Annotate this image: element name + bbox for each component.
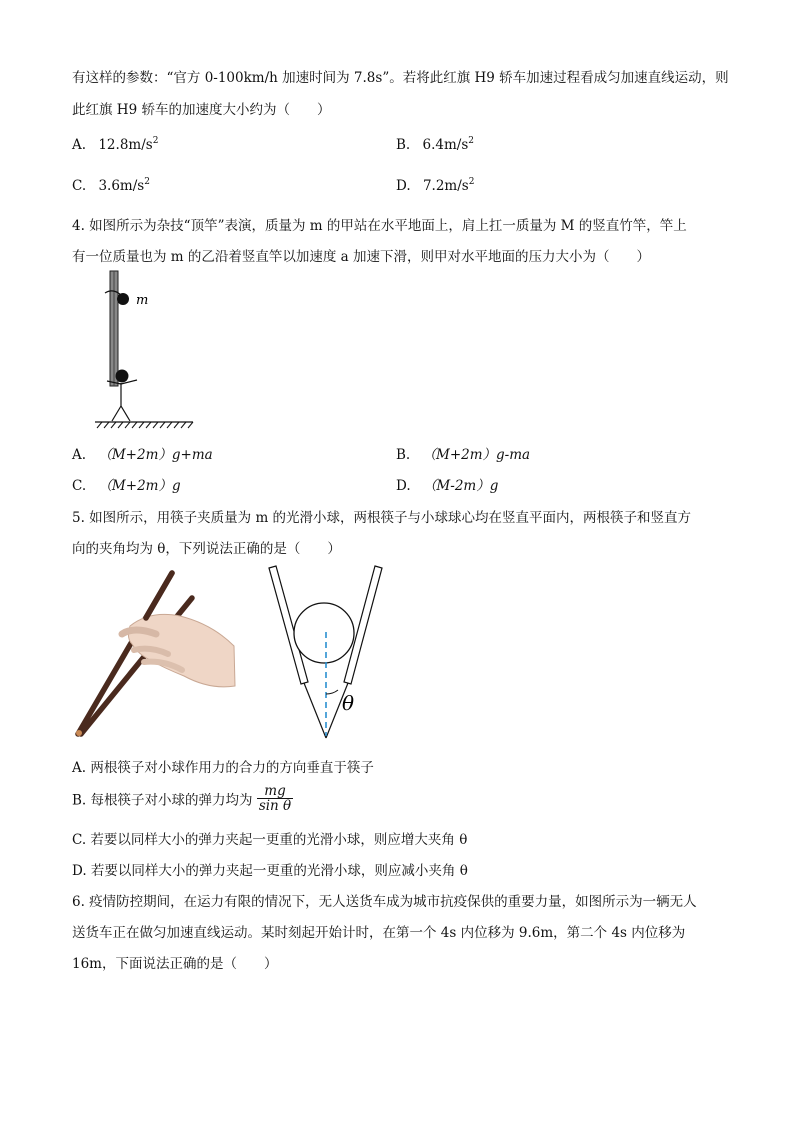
option-exponent: 2 xyxy=(144,177,150,187)
q6-stem-line3: 16m，下面说法正确的是（ ） xyxy=(72,956,278,972)
option-value: 6.4m/s xyxy=(422,137,469,153)
option-exponent: 2 xyxy=(468,136,474,146)
option-label: A. xyxy=(72,447,87,463)
option-value: 12.8m/s xyxy=(98,137,153,153)
label-theta: θ xyxy=(342,691,355,715)
q4-stem-line1: 4. 如图所示为杂技“顶竿”表演，质量为 m 的甲站在水平地面上，肩上扛一质量为 M 的竖直竹竿，竿上 xyxy=(72,218,687,234)
pole-acrobat-figure xyxy=(95,266,205,436)
label-m: m xyxy=(136,293,149,308)
option-value: （M+2m）g xyxy=(98,478,181,494)
option-value: 7.2m/s xyxy=(422,178,469,194)
fraction-mg-over-sin-theta xyxy=(257,784,293,813)
q3-stem-line2: 此红旗 H9 轿车的加速度大小约为（ ） xyxy=(72,102,331,118)
option-label: B. xyxy=(396,137,411,153)
q4-option-b[interactable] xyxy=(396,443,530,463)
q6-stem-line2: 送货车正在做匀加速直线运动。某时刻起开始计时，在第一个 4s 内位移为 9.6m，第二个 4s 内位移为 xyxy=(72,925,686,941)
option-value: （M+2m）g+ma xyxy=(98,447,213,463)
option-text: B. 每根筷子对小球的弹力均为 xyxy=(72,792,253,809)
angle-arc xyxy=(326,690,338,694)
option-label: C. xyxy=(72,478,87,494)
q5-stem-line2: 向的夹角均为 θ，下列说法正确的是（ ） xyxy=(72,541,341,557)
q3-option-c[interactable] xyxy=(72,177,150,194)
option-exponent: 2 xyxy=(152,136,159,146)
q3-option-a[interactable] xyxy=(72,136,158,153)
top-performer-ball xyxy=(117,293,129,305)
q4-option-a[interactable] xyxy=(72,443,213,463)
q6-stem-line1: 6. 疫情防控期间，在运力有限的情况下，无人送货车成为城市抗疫保供的重要力量，如图所示为一辆无人 xyxy=(72,894,697,910)
q4-stem-line2: 有一位质量也为 m 的乙沿着竖直竿以加速度 a 加速下滑，则甲对水平地面的压力大小为（ ） xyxy=(72,249,651,265)
option-label: C. xyxy=(72,178,87,194)
q5-stem-line1: 5. 如图所示，用筷子夹质量为 m 的光滑小球，两根筷子与小球球心均在竖直平面内，两根筷子和竖直方 xyxy=(72,510,692,526)
option-label: D. xyxy=(396,178,411,194)
q4-option-c[interactable] xyxy=(72,474,181,494)
ball xyxy=(294,603,354,663)
q5-option-c[interactable]: C. 若要以同样大小的弹力夹起一更重的光滑小球，则应增大夹角 θ xyxy=(72,832,468,848)
chopsticks-photo xyxy=(72,568,237,738)
chopsticks-diagram xyxy=(265,562,390,744)
option-value: 3.6m/s xyxy=(98,178,145,194)
q5-option-b[interactable] xyxy=(72,784,293,813)
bottom-performer-head xyxy=(116,370,129,383)
fraction-denominator: sin θ xyxy=(258,798,292,814)
option-value: （M+2m）g-ma xyxy=(422,447,531,463)
q3-option-b[interactable] xyxy=(396,136,474,153)
option-value: （M-2m）g xyxy=(422,478,499,494)
option-label: D. xyxy=(396,478,411,494)
fraction-numerator: mg xyxy=(257,784,293,799)
q5-option-a[interactable]: A. 两根筷子对小球作用力的合力的方向垂直于筷子 xyxy=(72,760,374,776)
option-label: B. xyxy=(396,447,411,463)
option-exponent: 2 xyxy=(468,177,475,187)
q5-option-d[interactable]: D. 若要以同样大小的弹力夹起一更重的光滑小球，则应减小夹角 θ xyxy=(72,863,468,879)
option-label: A. xyxy=(72,137,87,153)
q4-option-d[interactable] xyxy=(396,474,498,494)
q3-stem-line1: 有这样的参数：“官方 0-100km/h 加速时间为 7.8s”。若将此红旗 H9 轿车加速过程看成匀加速直线运动，则 xyxy=(72,70,729,86)
q3-option-d[interactable] xyxy=(396,177,474,194)
